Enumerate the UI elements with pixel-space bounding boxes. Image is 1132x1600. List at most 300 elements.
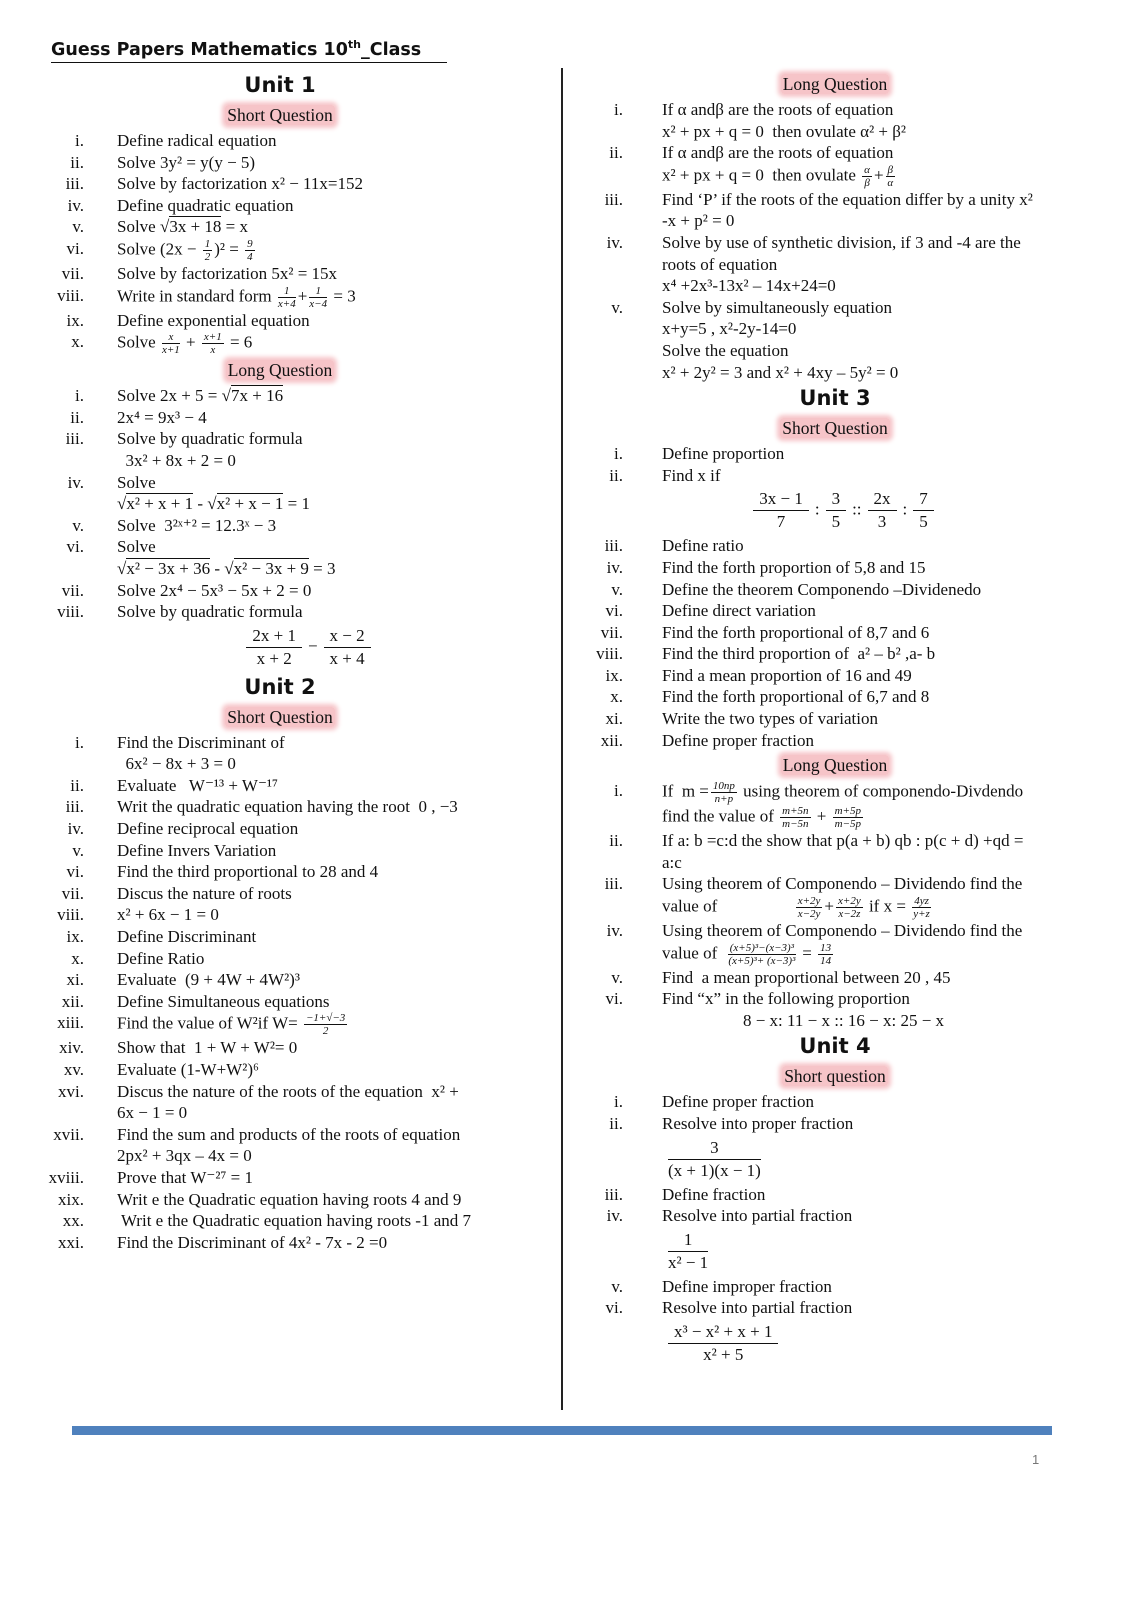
text-segment: Evaluate (1-W+W²)⁶ <box>117 1060 259 1079</box>
question-number: xiii. <box>57 1013 84 1033</box>
text-segment: Solve <box>117 472 156 492</box>
question-item <box>585 1091 1085 1113</box>
question-line <box>662 297 1085 319</box>
text-segment: Find the value of W²if W= <box>117 1013 302 1033</box>
text-segment: Define Ratio <box>117 948 205 968</box>
question-item <box>585 920 1085 967</box>
question-body <box>117 969 560 991</box>
question-item <box>40 1232 560 1254</box>
question-number: ii. <box>609 465 623 485</box>
question-line <box>662 852 1085 874</box>
square-root <box>222 385 283 405</box>
question-line <box>117 1189 560 1211</box>
question-item <box>585 1297 1085 1368</box>
question-line <box>117 536 560 558</box>
question-number: xii. <box>61 991 84 1011</box>
question-body <box>662 297 1085 383</box>
question-body <box>117 1167 560 1189</box>
question-number: vi. <box>605 601 623 621</box>
text-segment: = 6 <box>225 332 253 352</box>
question-item <box>40 1167 560 1189</box>
question-number: iii. <box>65 429 84 449</box>
question-body <box>662 557 1085 579</box>
question-number: i. <box>75 732 84 752</box>
question-body <box>662 99 1085 142</box>
text-segment: Find the third proportion of a² – b² ,a- b <box>662 644 936 664</box>
question-line <box>662 1184 1085 1206</box>
question-line <box>117 753 560 775</box>
question-number: v. <box>72 840 84 860</box>
question-item <box>40 948 560 970</box>
question-item <box>40 515 560 537</box>
question-body <box>117 948 560 970</box>
text-segment: Find the forth proportional of 6,7 and 8 <box>662 687 930 707</box>
question-body <box>662 708 1085 730</box>
question-line <box>117 1081 560 1103</box>
text-segment: Find the Discriminant of <box>117 732 285 752</box>
question-line <box>117 195 560 217</box>
footer-bar <box>72 1426 1052 1435</box>
numerator: x+1 <box>203 331 222 344</box>
question-item <box>585 1205 1085 1276</box>
document-title: Guess Papers Mathematics 10th_Class <box>51 34 447 63</box>
radicand: x² + x − 1 <box>216 494 284 514</box>
question-line <box>662 1113 1085 1135</box>
square-root <box>117 558 210 578</box>
text-segment: Define Simultaneous equations <box>117 991 330 1011</box>
text-segment: x² + 2y² = 3 and x² + 4xy – 5y² = 0 <box>662 362 899 382</box>
question-body <box>662 535 1085 557</box>
denominator: y+z <box>913 908 930 921</box>
question-line <box>662 579 1085 601</box>
question-line <box>117 1210 560 1232</box>
text-segment: Resolve into partial fraction <box>662 1298 853 1318</box>
denominator: (x+5)³+ (x−3)³ <box>728 954 796 967</box>
question-body <box>662 665 1085 687</box>
question-line <box>662 780 1085 805</box>
numerator: α <box>864 163 870 176</box>
question-item <box>585 665 1085 687</box>
text-segment: = 3 <box>329 285 356 305</box>
fraction <box>304 1012 347 1037</box>
text-segment: Define radical equation <box>117 131 277 150</box>
question-line <box>117 385 560 407</box>
text-segment: = 1 <box>283 494 311 514</box>
numerator: x³ − x² + x + 1 <box>668 1321 778 1344</box>
text-segment: Find the sum and products of the roots of equation <box>117 1124 461 1144</box>
text-segment: = <box>798 943 817 963</box>
question-body <box>117 263 560 285</box>
denominator: x−4 <box>309 297 328 310</box>
text-segment: Find “x” in the following proportion <box>662 989 910 1009</box>
denominator: x <box>210 344 216 357</box>
denominator: 5 <box>919 512 928 532</box>
denominator: β <box>864 176 870 189</box>
radical-sign: √ <box>207 494 217 514</box>
text-segment: value of <box>662 896 794 916</box>
text-segment: :: <box>852 499 862 519</box>
numerator: x+2y <box>797 895 821 908</box>
question-item <box>585 142 1085 189</box>
question-line <box>117 1145 560 1167</box>
numerator: 3x − 1 <box>753 488 809 511</box>
question-line <box>117 818 560 840</box>
question-item <box>585 443 1085 465</box>
question-body <box>117 1059 560 1081</box>
question-number: xxi. <box>58 1232 84 1252</box>
question-line <box>117 904 560 926</box>
text-segment: Define improper fraction <box>662 1276 832 1296</box>
question-body <box>117 1210 560 1232</box>
fraction <box>245 238 255 263</box>
question-number: iv. <box>67 195 84 215</box>
text-segment: + <box>873 165 884 185</box>
denominator: x² + 5 <box>703 1344 744 1364</box>
question-item <box>40 216 560 238</box>
numerator: 1 <box>278 285 296 298</box>
question-item <box>40 861 560 883</box>
question-item <box>40 1189 560 1211</box>
denominator: m−5n <box>782 818 809 831</box>
question-number: ix. <box>605 665 623 685</box>
question-item <box>585 967 1085 989</box>
text-segment: + <box>824 896 835 916</box>
question-number: vi. <box>66 862 84 882</box>
question-number: vii. <box>600 622 623 642</box>
question-line <box>117 450 560 472</box>
question-line <box>117 926 560 948</box>
question-line <box>117 1037 560 1059</box>
question-number: xi. <box>66 970 84 990</box>
question-line <box>117 775 560 797</box>
radical-sign: √ <box>224 558 234 578</box>
text-segment: Discus the nature of roots <box>117 883 292 903</box>
question-item <box>40 991 560 1013</box>
question-item <box>40 775 560 797</box>
fraction <box>753 488 809 533</box>
denominator: x+4 <box>277 297 296 310</box>
text-segment: = 3 <box>308 558 336 578</box>
question-item <box>40 536 560 579</box>
question-body <box>662 780 1085 830</box>
radicand: 3x + 18 <box>169 217 222 237</box>
radicand: x² + x + 1 <box>126 494 194 514</box>
text-segment: if x = <box>864 896 911 916</box>
question-body <box>117 883 560 905</box>
text-segment: x² + 6x − 1 = 0 <box>117 905 219 925</box>
question-item <box>585 780 1085 830</box>
question-body <box>117 796 560 818</box>
numerator: 4yz <box>914 895 929 908</box>
question-body <box>662 967 1085 989</box>
text-segment: Discus the nature of the roots of the equation x² + <box>117 1081 459 1101</box>
question-line <box>662 210 1085 232</box>
question-body <box>117 1012 560 1037</box>
question-line <box>662 535 1085 557</box>
question-line <box>662 254 1085 276</box>
question-item <box>40 926 560 948</box>
text-segment: roots of equation <box>662 254 778 274</box>
numerator: x+2y <box>838 895 861 908</box>
question-item <box>585 1184 1085 1206</box>
text-segment: Define exponential equation <box>117 310 310 330</box>
question-item <box>585 579 1085 601</box>
question-number: ii. <box>609 1114 623 1133</box>
question-item <box>585 232 1085 297</box>
question-item <box>585 708 1085 730</box>
left-column <box>40 70 560 1253</box>
radical-sign: √ <box>221 386 231 406</box>
question-body <box>662 1205 1085 1276</box>
question-number: xix. <box>58 1189 84 1209</box>
question-line <box>662 708 1085 730</box>
question-number: vi. <box>66 238 84 258</box>
question-item <box>40 840 560 862</box>
question-number: v. <box>611 1276 623 1296</box>
text-segment: Define direct variation <box>662 601 816 621</box>
question-body <box>117 385 560 407</box>
radicand: x² − 3x + 9 <box>233 558 309 578</box>
question-line <box>117 472 560 494</box>
text-segment: - <box>210 558 225 578</box>
question-number: xiv. <box>59 1038 84 1058</box>
text-segment: Resolve into proper fraction <box>662 1114 854 1133</box>
question-item <box>40 796 560 818</box>
question-line <box>117 331 560 356</box>
question-body <box>117 536 560 579</box>
question-line <box>662 730 1085 752</box>
denominator: x−2y <box>797 908 821 921</box>
text-segment: Writ e the Quadratic equation having roots 4 and 9 <box>117 1189 462 1209</box>
question-body <box>662 443 1085 465</box>
question-number: iv. <box>67 472 84 492</box>
question-number: x. <box>71 332 84 352</box>
question-body <box>662 643 1085 665</box>
question-line <box>662 1205 1085 1227</box>
question-line <box>117 130 560 152</box>
denominator: x + 4 <box>329 648 365 668</box>
text-segment: Define the theorem Componendo –Dividenedo <box>662 579 982 599</box>
text-segment: = x <box>221 217 249 237</box>
question-body <box>117 130 560 152</box>
question-item <box>40 152 560 174</box>
question-number: iv. <box>606 921 623 941</box>
question-body <box>117 310 560 332</box>
text-segment: Define quadratic equation <box>117 195 294 215</box>
question-line <box>662 622 1085 644</box>
question-line <box>117 152 560 174</box>
question-item <box>40 904 560 926</box>
question-body <box>117 840 560 862</box>
fraction <box>203 238 213 263</box>
question-number: i. <box>614 100 623 119</box>
radical-sign: √ <box>117 494 127 514</box>
radical-sign: √ <box>159 217 170 237</box>
question-number: iv. <box>67 819 84 839</box>
question-number: xvii. <box>53 1124 84 1144</box>
text-segment: 2x⁴ = 9x³ − 4 <box>117 407 207 427</box>
text-segment: Solve by quadratic formula <box>117 602 303 622</box>
question-item <box>585 1276 1085 1298</box>
text-segment: Evaluate W⁻¹³ + W⁻¹⁷ <box>117 775 278 795</box>
question-body <box>117 331 560 356</box>
square-root <box>160 216 221 236</box>
question-body <box>662 1091 1085 1113</box>
question-item <box>585 99 1085 142</box>
text-segment: Solve by quadratic formula <box>117 429 303 449</box>
question-item <box>40 1012 560 1037</box>
numerator: 3 <box>826 488 847 511</box>
question-item <box>585 686 1085 708</box>
question-body <box>117 861 560 883</box>
question-line <box>117 1059 560 1081</box>
question-item <box>40 969 560 991</box>
question-body <box>662 1297 1085 1368</box>
question-line <box>662 643 1085 665</box>
text-segment: Solve (2x − <box>117 239 201 259</box>
text-segment: Solve by factorization x² − 11x=152 <box>117 174 364 194</box>
fraction <box>246 625 302 670</box>
question-body <box>117 580 560 602</box>
question-line <box>662 318 1085 340</box>
question-item <box>585 988 1085 1031</box>
question-line <box>117 623 560 672</box>
question-item <box>585 535 1085 557</box>
section-label: Short question <box>784 1066 886 1087</box>
question-item <box>585 189 1085 232</box>
question-number: ii. <box>70 152 84 172</box>
text-segment: Solve 2x⁴ − 5x³ − 5x + 2 = 0 <box>117 580 312 600</box>
question-number: v. <box>72 515 84 535</box>
question-item <box>40 263 560 285</box>
question-line <box>662 873 1085 895</box>
question-body <box>662 579 1085 601</box>
question-number: i. <box>75 386 84 406</box>
column-divider <box>561 68 563 1410</box>
text-segment: Define Discriminant <box>117 927 257 947</box>
text-segment: + <box>297 285 308 305</box>
denominator: 14 <box>820 954 832 967</box>
text-segment: Write the two types of variation <box>662 709 879 729</box>
question-number: i. <box>614 444 623 464</box>
question-line <box>117 407 560 429</box>
question-body <box>117 1189 560 1211</box>
text-segment: Resolve into partial fraction <box>662 1206 853 1226</box>
numerator: 2x <box>868 488 897 511</box>
question-item <box>40 1124 560 1167</box>
text-segment: Solve by simultaneously equation <box>662 297 892 317</box>
text-segment: x² + px + q = 0 then ovulate α² + β² <box>662 121 907 141</box>
question-number: vi. <box>66 537 84 557</box>
section-heading <box>0 356 560 385</box>
text-segment: Solve the equation <box>662 340 789 360</box>
text-segment: Find a mean proportion of 16 and 49 <box>662 665 912 685</box>
question-number: i. <box>614 1092 623 1112</box>
text-segment: Define fraction <box>662 1184 766 1204</box>
text-segment: Define Invers Variation <box>117 840 277 860</box>
question-body <box>662 600 1085 622</box>
question-line <box>117 1012 560 1037</box>
text-segment: Using theorem of Componendo – Dividendo find the <box>662 921 1023 941</box>
question-number: viii. <box>57 905 84 925</box>
numerator: 7 <box>913 488 934 511</box>
fraction <box>162 331 180 356</box>
question-body <box>117 285 560 310</box>
section-heading <box>0 703 560 732</box>
question-number: viii. <box>57 285 84 305</box>
text-segment: 8 − x: 11 − x :: 16 − x: 25 − x <box>742 1010 945 1030</box>
section-heading <box>585 70 1085 99</box>
question-line <box>117 796 560 818</box>
question-body <box>662 686 1085 708</box>
denominator: α <box>887 176 894 189</box>
right-column <box>585 70 1085 1368</box>
question-line <box>662 988 1085 1010</box>
section-heading <box>585 1062 1085 1091</box>
question-number: ii. <box>609 143 623 163</box>
text-segment: : <box>902 499 908 519</box>
question-body <box>662 830 1085 873</box>
question-item <box>40 428 560 471</box>
question-line <box>117 1124 560 1146</box>
denominator: 4 <box>247 250 253 263</box>
radicand: x² − 3x + 36 <box>126 558 211 578</box>
question-line <box>662 232 1085 254</box>
question-line <box>117 428 560 450</box>
question-line <box>662 1297 1085 1319</box>
question-body <box>117 991 560 1013</box>
question-line <box>117 948 560 970</box>
fraction <box>818 942 833 967</box>
question-item <box>40 818 560 840</box>
question-number: xii. <box>600 730 623 750</box>
question-body <box>662 1184 1085 1206</box>
question-body <box>117 152 560 174</box>
text-segment: 6x − 1 = 0 <box>117 1103 188 1123</box>
question-body <box>117 818 560 840</box>
question-line <box>117 1102 560 1124</box>
fraction <box>278 285 296 310</box>
question-number: vii. <box>61 580 84 600</box>
question-line <box>117 1167 560 1189</box>
text-segment: − <box>307 636 318 656</box>
question-number: ii. <box>609 831 623 851</box>
question-line <box>662 99 1085 121</box>
question-line <box>117 1232 560 1254</box>
question-line <box>117 285 560 310</box>
question-line <box>662 830 1085 852</box>
question-number: x. <box>610 687 623 707</box>
question-body <box>117 428 560 471</box>
text-segment: Show that 1 + W + W²= 0 <box>117 1038 298 1058</box>
question-number: xv. <box>63 1060 84 1079</box>
text-segment: using theorem of componendo-Divdendo <box>738 781 1024 801</box>
question-line <box>117 969 560 991</box>
question-body <box>662 1113 1085 1184</box>
numerator: 2x + 1 <box>246 625 302 648</box>
denominator: x + 2 <box>256 648 292 668</box>
question-number: iii. <box>604 189 623 209</box>
question-item <box>40 331 560 356</box>
numerator: 1 <box>668 1229 708 1252</box>
numerator: x − 2 <box>324 625 371 648</box>
section-label: Long Question <box>227 360 333 381</box>
question-item <box>40 472 560 515</box>
text-segment: find the value of <box>662 806 779 826</box>
fraction <box>728 942 796 967</box>
text-segment: Find a mean proportional between 20 , 45 <box>662 967 951 987</box>
question-number: v. <box>611 579 623 599</box>
